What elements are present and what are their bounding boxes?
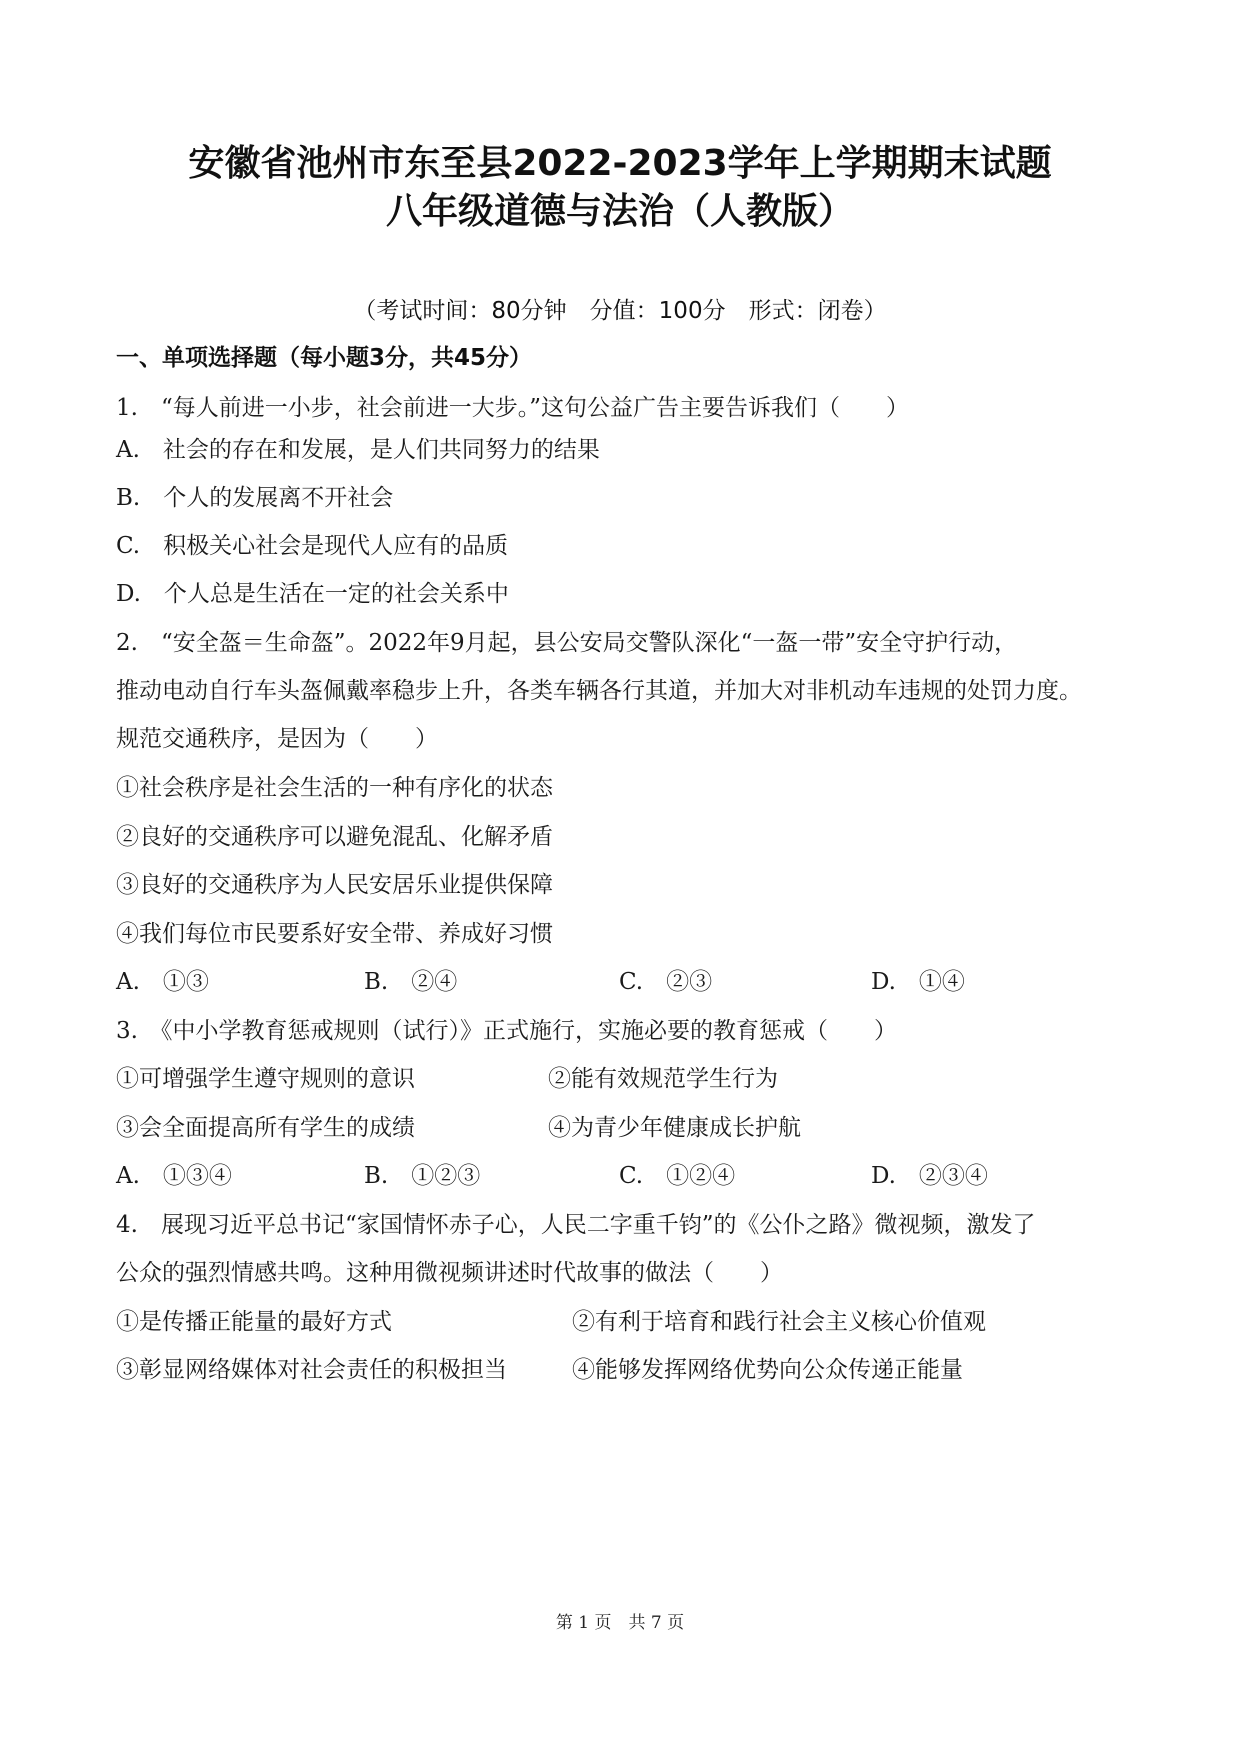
exam-subtitle: 八年级道德与法治（人教版） (385, 191, 854, 232)
question-2-stem-line-3: 规范交通秩序，是因为（ ） (116, 726, 438, 752)
question-3-statement-4: ④为青少年健康成长护航 (548, 1115, 801, 1141)
question-1-option-a: A. 社会的存在和发展，是人们共同努力的结果 (116, 437, 600, 463)
question-2-option-a: A. ①③ (116, 969, 209, 995)
question-4-statement-3: ③彰显网络媒体对社会责任的积极担当 (116, 1357, 507, 1383)
exam-title: 安徽省池州市东至县2022-2023学年上学期期末试题 (188, 143, 1052, 184)
question-2-statement-2: ②良好的交通秩序可以避免混乱、化解矛盾 (116, 824, 553, 850)
question-4-stem-line-2: 公众的强烈情感共鸣。这种用微视频讲述时代故事的做法（ ） (116, 1260, 783, 1286)
question-2-option-d: D. ①④ (871, 969, 965, 995)
question-2-statement-3: ③良好的交通秩序为人民安居乐业提供保障 (116, 872, 553, 898)
question-3-statement-3: ③会全面提高所有学生的成绩 (116, 1115, 415, 1141)
question-2-stem-line-1: 2. “安全盔＝生命盔”。2022年9月起，县公安局交警队深化“一盔一带”安全守护行动， (116, 630, 1018, 656)
question-4-stem-line-1: 4. 展现习近平总书记“家国情怀赤子心，人民二字重千钧”的《公仆之路》微视频，激发了 (116, 1212, 1036, 1238)
exam-info: （考试时间：80分钟 分值：100分 形式：闭卷） (353, 298, 887, 324)
question-3-statement-1: ①可增强学生遵守规则的意识 (116, 1066, 415, 1092)
section-heading: 一、单项选择题（每小题3分，共45分） (116, 345, 533, 371)
question-1-option-d: D. 个人总是生活在一定的社会关系中 (116, 581, 509, 607)
question-3-stem: 3. 《中小学教育惩戒规则（试行）》正式施行，实施必要的教育惩戒（ ） (116, 1018, 897, 1044)
question-2-option-c: C. ②③ (619, 969, 713, 995)
question-3-option-b: B. ①②③ (364, 1163, 481, 1189)
question-1-stem: 1. “每人前进一小步，社会前进一大步。”这句公益广告主要告诉我们（ ） (116, 395, 909, 421)
question-3-option-d: D. ②③④ (871, 1163, 988, 1189)
question-4-statement-2: ②有利于培育和践行社会主义核心价值观 (572, 1309, 986, 1335)
question-2-statement-4: ④我们每位市民要系好安全带、养成好习惯 (116, 921, 553, 947)
page-number: 第 1 页 共 7 页 (555, 1613, 685, 1633)
question-3-option-a: A. ①③④ (116, 1163, 232, 1189)
question-2-statement-1: ①社会秩序是社会生活的一种有序化的状态 (116, 775, 553, 801)
question-2-option-b: B. ②④ (364, 969, 458, 995)
question-3-statement-2: ②能有效规范学生行为 (548, 1066, 778, 1092)
question-4-statement-1: ①是传播正能量的最好方式 (116, 1309, 392, 1335)
question-1-option-b: B. 个人的发展离不开社会 (116, 485, 394, 511)
question-2-stem-line-2: 推动电动自行车头盔佩戴率稳步上升，各类车辆各行其道，并加大对非机动车违规的处罚力度。 (116, 678, 1082, 704)
question-3-option-c: C. ①②④ (619, 1163, 736, 1189)
question-4-statement-4: ④能够发挥网络优势向公众传递正能量 (572, 1357, 963, 1383)
question-1-option-c: C. 积极关心社会是现代人应有的品质 (116, 533, 509, 559)
